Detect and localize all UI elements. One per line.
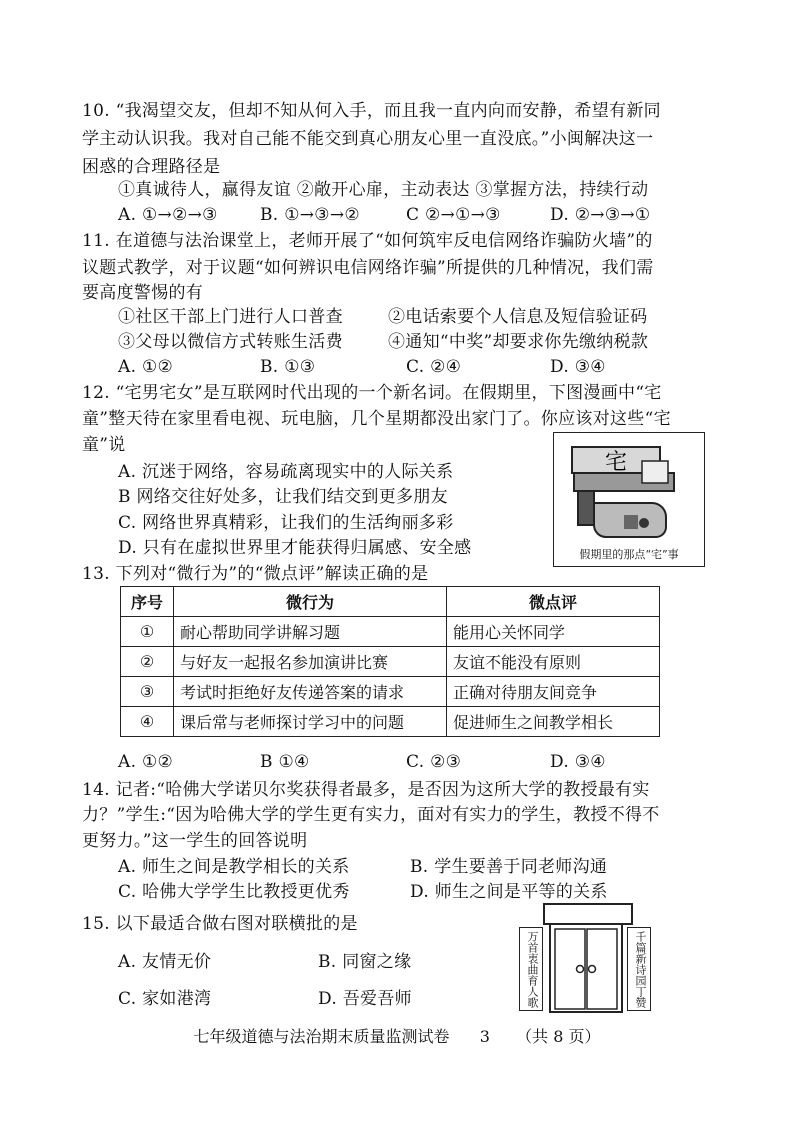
q12-cartoon xyxy=(553,432,705,567)
table-row xyxy=(121,617,660,647)
left-couplet: 万首衷曲育人歌 xyxy=(519,927,543,1011)
q11-option-b[interactable]: B. ①③ xyxy=(260,357,316,377)
table-header-row xyxy=(121,587,660,617)
q14-stem-2: 力？”学生:“因为哈佛大学的学生更有实力，面对有实力的学生，教授不得不 xyxy=(82,805,660,825)
q10-options xyxy=(118,203,650,227)
row-action: 耐心帮助同学讲解习题 xyxy=(174,617,447,647)
q12-stem-2: 童”整天待在家里看电视、玩电脑，几个星期都没出家门了。你应该对这些“宅 xyxy=(82,409,671,429)
q10-option-c[interactable]: C ②→①→③ xyxy=(406,205,501,225)
q11-item-4: ④通知“中奖”却要求你先缴纳税款 xyxy=(388,332,649,352)
row-num: ① xyxy=(121,617,174,647)
q15-option-a[interactable]: A. 友情无价 xyxy=(118,952,212,972)
q12-option-a[interactable]: A. 沉迷于网络，容易疏离现实中的人际关系 xyxy=(118,462,454,482)
row-num: ④ xyxy=(121,707,174,737)
q11-stem-2: 议题式教学，对于议题“如何辨识电信网络诈骗”所提供的几种情况，我们需 xyxy=(82,258,654,278)
table-header-num: 序号 xyxy=(121,587,174,617)
cartoon-house-icon xyxy=(554,433,704,545)
row-comment: 能用心关怀同学 xyxy=(447,617,660,647)
q14-stem-1: 14. 记者:“哈佛大学诺贝尔奖获得者最多，是否因为这所大学的教授最有实 xyxy=(82,780,650,800)
row-comment: 友谊不能没有原则 xyxy=(447,647,660,677)
page-footer xyxy=(0,1024,794,1047)
q13-options xyxy=(118,750,606,774)
footer-total-pages: （共 8 页） xyxy=(516,1027,601,1046)
q14-option-c[interactable]: C. 哈佛大学学生比教授更优秀 xyxy=(118,882,350,902)
table-row xyxy=(121,707,660,737)
table-header-action: 微行为 xyxy=(174,587,447,617)
q15-stem: 15. 以下最适合做右图对联横批的是 xyxy=(82,914,358,934)
q12-stem-3: 童”说 xyxy=(82,435,126,455)
q11-item-3: ③父母以微信方式转账生活费 xyxy=(118,332,343,352)
q11-item-1: ①社区干部上门进行人口普查 xyxy=(118,307,343,327)
q12-stem-1: 12. “宅男宅女”是互联网时代出现的一个新名词。在假期里，下图漫画中“宅 xyxy=(82,383,662,403)
table-row xyxy=(121,677,660,707)
q10-items: ①真诚待人，赢得友谊 ②敞开心扉，主动表达 ③掌握方法，持续行动 xyxy=(118,180,649,200)
cartoon-character: 宅 xyxy=(604,450,628,475)
footer-title: 七年级道德与法治期末质量监测试卷 xyxy=(193,1027,450,1046)
q10-option-a[interactable]: A. ①→②→③ xyxy=(118,205,218,225)
row-num: ③ xyxy=(121,677,174,707)
q14-option-d[interactable]: D. 师生之间是平等的关系 xyxy=(410,882,608,902)
q10-stem-1: 10. “我渴望交友，但却不知从何入手，而且我一直内向而安静，希望有新同 xyxy=(82,101,661,121)
q11-item-2: ②电话索要个人信息及短信验证码 xyxy=(388,307,648,327)
right-couplet: 千篇新诗园丁赞 xyxy=(627,927,651,1011)
q10-option-d[interactable]: D. ②→③→① xyxy=(550,205,651,225)
q13-option-c[interactable]: C. ②③ xyxy=(406,752,462,772)
row-num: ② xyxy=(121,647,174,677)
row-action: 与好友一起报名参加演讲比赛 xyxy=(174,647,447,677)
q15-option-b[interactable]: B. 同窗之缘 xyxy=(318,952,412,972)
q13-stem: 13. 下列对“微行为”的“微点评”解读正确的是 xyxy=(82,564,429,584)
footer-page-number: 3 xyxy=(479,1027,490,1046)
q11-option-a[interactable]: A. ①② xyxy=(118,357,174,377)
q14-option-a[interactable]: A. 师生之间是教学相长的关系 xyxy=(118,857,350,877)
q13-table xyxy=(120,586,660,737)
table-header-comment: 微点评 xyxy=(447,587,660,617)
row-comment: 促进师生之间教学相长 xyxy=(447,707,660,737)
q15-door-figure xyxy=(505,895,665,1015)
q11-option-c[interactable]: C. ②④ xyxy=(406,357,462,377)
q13-option-d[interactable]: D. ③④ xyxy=(550,752,606,772)
row-comment: 正确对待朋友间竞争 xyxy=(447,677,660,707)
q10-option-b[interactable]: B. ①→③→② xyxy=(260,205,360,225)
blank-horizontal-scroll xyxy=(543,903,633,925)
q12-option-c[interactable]: C. 网络世界真精彩，让我们的生活绚丽多彩 xyxy=(118,513,454,533)
q14-option-b[interactable]: B. 学生要善于同老师沟通 xyxy=(410,857,608,877)
q11-options xyxy=(118,355,606,379)
cartoon-caption: 假期里的那点“宅”事 xyxy=(579,548,679,561)
q15-option-d[interactable]: D. 吾爱吾师 xyxy=(318,989,412,1009)
q15-option-c[interactable]: C. 家如港湾 xyxy=(118,989,212,1009)
q11-stem-1: 11. 在道德与法治课堂上，老师开展了“如何筑牢反电信网络诈骗防火墙”的 xyxy=(82,231,653,251)
q12-option-b[interactable]: B 网络交往好处多，让我们结交到更多朋友 xyxy=(118,487,448,507)
q13-option-b[interactable]: B ①④ xyxy=(260,752,310,772)
door-icon xyxy=(549,923,623,1013)
q13-option-a[interactable]: A. ①② xyxy=(118,752,174,772)
row-action: 课后常与老师探讨学习中的问题 xyxy=(174,707,447,737)
q10-stem-3: 困惑的合理路径是 xyxy=(82,157,221,177)
q10-stem-2: 学主动认识我。我对自己能不能交到真心朋友心里一直没底。”小闽解决这一 xyxy=(82,129,654,149)
table-row xyxy=(121,647,660,677)
q11-option-d[interactable]: D. ③④ xyxy=(550,357,606,377)
q12-option-d[interactable]: D. 只有在虚拟世界里才能获得归属感、安全感 xyxy=(118,538,472,558)
q14-stem-3: 更努力。”这一学生的回答说明 xyxy=(82,831,308,851)
row-action: 考试时拒绝好友传递答案的请求 xyxy=(174,677,447,707)
q11-stem-3: 要高度警惕的有 xyxy=(82,283,204,303)
